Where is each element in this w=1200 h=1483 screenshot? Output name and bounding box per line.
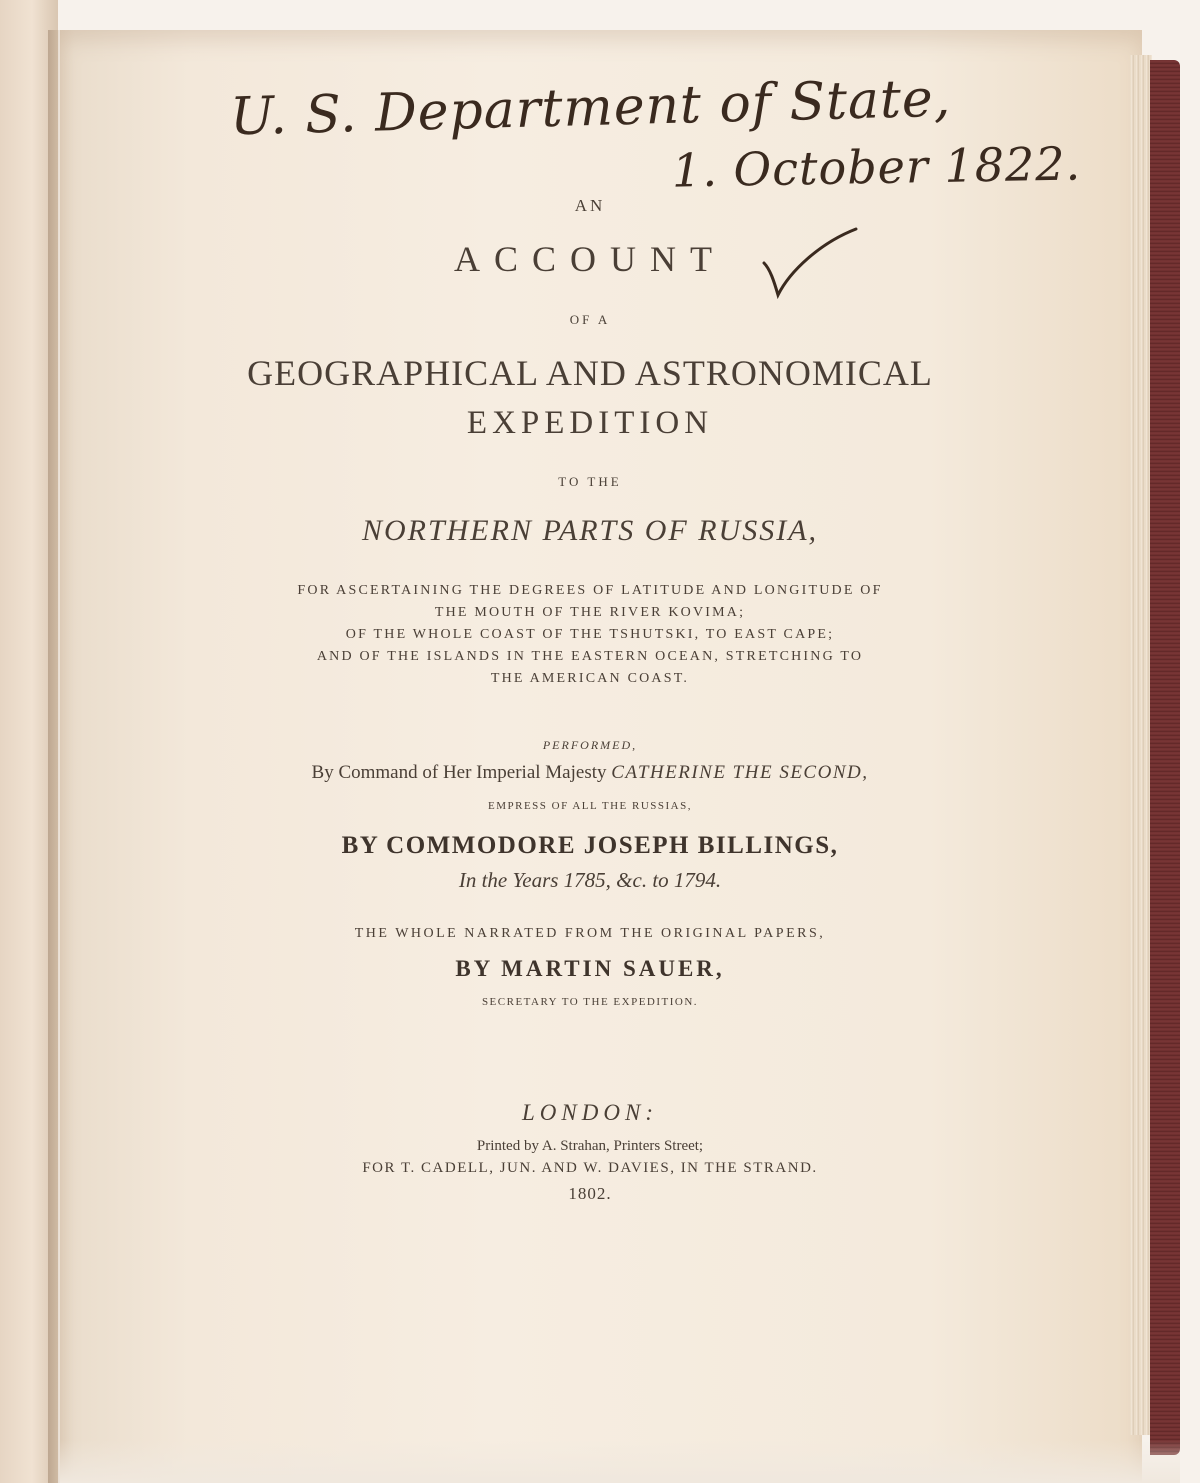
title-destination: NORTHERN PARTS OF RUSSIA, [361, 514, 819, 547]
page-edges [1130, 55, 1152, 1435]
command-name: CATHERINE THE SECOND, [611, 762, 869, 783]
handwritten-inscription-line-1: U. S. Department of State, [229, 68, 952, 148]
years-line: In the Years 1785, &c. to 1794. [458, 868, 722, 892]
title-an: AN [574, 196, 606, 215]
command-prefix: By Command of Her Imperial Majesty [311, 762, 607, 783]
narrated-line: THE WHOLE NARRATED FROM THE ORIGINAL PAPERS, [354, 926, 826, 941]
title-description [180, 580, 1000, 690]
title-to-the: TO THE [558, 474, 622, 489]
title-expedition: EXPEDITION [466, 405, 714, 441]
handwritten-inscription-line-2: 1. October 1822. [671, 136, 1082, 198]
description-line: THE AMERICAN COAST. [490, 671, 690, 686]
description-line: FOR ASCERTAINING THE DEGREES OF LATITUDE AND LONGITUDE OF [297, 583, 883, 598]
imprint-printer: Printed by A. Strahan, Printers Street; [476, 1138, 704, 1154]
description-line: AND OF THE ISLANDS IN THE EASTERN OCEAN, STRETCHING TO [316, 649, 864, 664]
description-line: OF THE WHOLE COAST OF THE TSHUTSKI, TO EAST CAPE; [345, 627, 835, 642]
imprint-city: LONDON: [522, 1100, 658, 1125]
main-title: GEOGRAPHICAL AND ASTRONOMICAL [247, 353, 933, 393]
description-line: THE MOUTH OF THE RIVER KOVIMA; [434, 605, 746, 620]
commander-line: BY COMMODORE JOSEPH BILLINGS, [341, 832, 839, 859]
book-gutter [48, 30, 74, 1483]
empress-line: EMPRESS OF ALL THE RUSSIAS, [487, 800, 692, 812]
imprint-year: 1802. [568, 1184, 612, 1203]
author-line: BY MARTIN SAUER, [455, 956, 725, 981]
bottom-shadow [60, 1440, 1180, 1483]
imprint-publishers: FOR T. CADELL, JUN. AND W. DAVIES, IN THE STRAND. [362, 1160, 818, 1176]
book-cover-edge [1150, 60, 1180, 1455]
performed-label: PERFORMED, [542, 738, 638, 752]
title-of-a: OF A [569, 312, 611, 327]
title-account: ACCOUNT [453, 239, 726, 279]
command-line [150, 762, 1030, 784]
author-role: SECRETARY TO THE EXPEDITION. [481, 996, 699, 1008]
